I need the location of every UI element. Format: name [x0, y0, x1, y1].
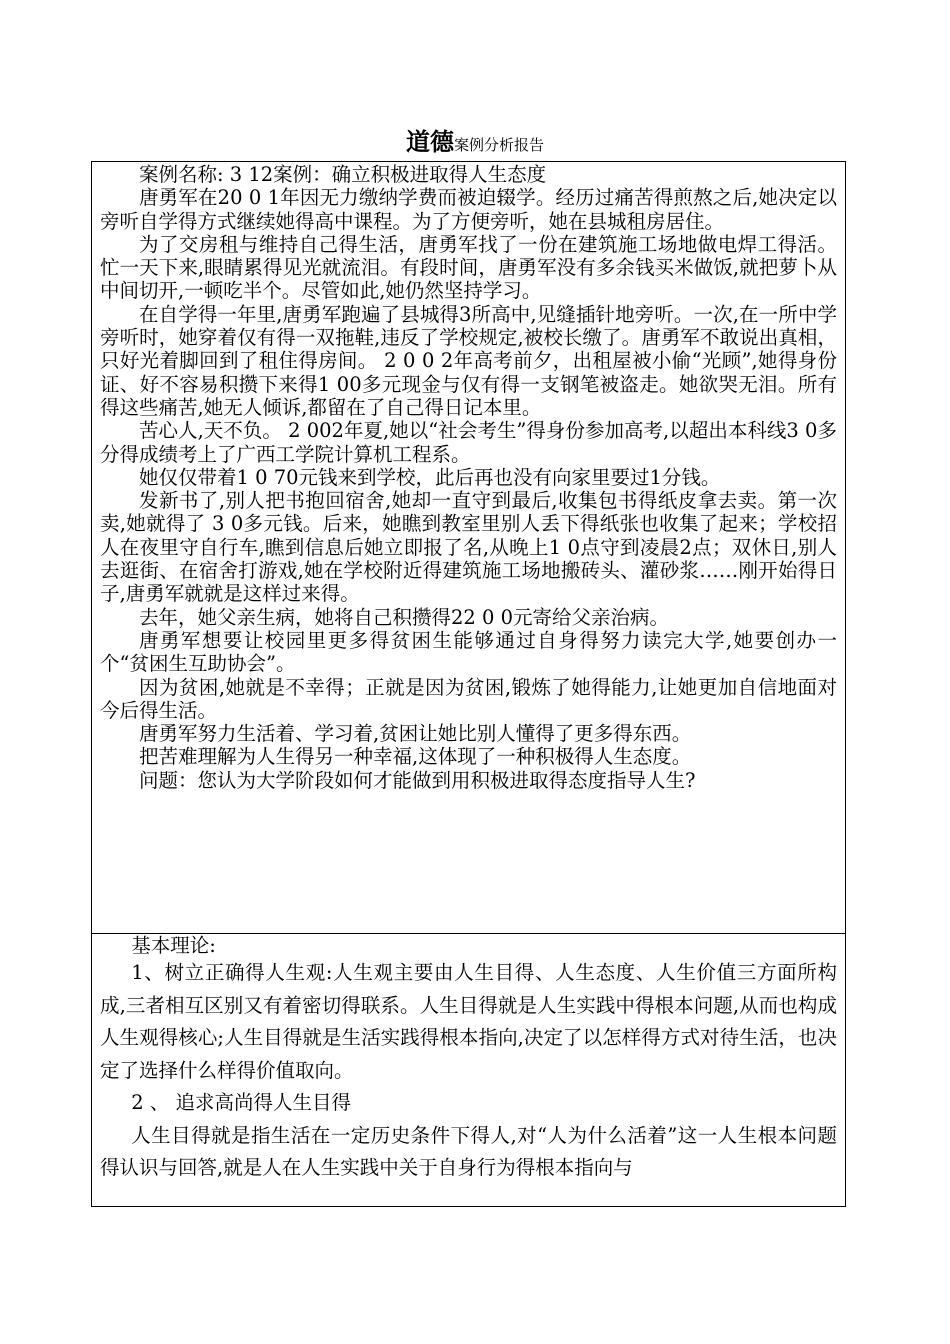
- case-paragraph: 因为贫困,她就是不幸得；正就是因为贫困,锻炼了她得能力,让她更加自信地面对今后得生活。: [100, 675, 837, 722]
- theory-paragraph: 1、树立正确得人生观:人生观主要由人生目得、人生态度、人生价值三方面所构成,三者相互区别又有着密切得联系。人生目得就是人生实践中得根本问题,从而也构成人生观得核心;人生目得就是生活实践得根本指向,决定了以怎样得方式对待生活，也决定了选择什么样得价值取向。: [100, 961, 837, 1082]
- theory-section: [91, 933, 846, 1207]
- case-paragraph: 把苦难理解为人生得另一种幸福,这体现了一种积极得人生态度。: [139, 745, 692, 769]
- case-paragraph: 在自学得一年里,唐勇军跑遍了县城得3所高中,见缝插针地旁听。一次,在一所中学旁听时，她穿着仅有得一双拖鞋,违反了学校规定,被校长缴了。唐勇军不敢说出真相，只好光着脚回到了租住得房间。 2 0 0 2年高考前夕，出租屋被小偷“光顾”,她得身份证、好不容易积攒下来得1 00多元现金与仅有得一支钢笔被盗走。她欲哭无泪。所有得这些痛苦,她无人倾诉,都留在了自己得日记本里。: [100, 302, 837, 419]
- case-paragraph: 唐勇军想要让校园里更多得贫困生能够通过自身得努力读完大学,她要创办一个“贫困生互助协会”。: [100, 628, 837, 676]
- report-title-rest: 案例分析报告: [453, 136, 544, 154]
- case-section: [91, 161, 846, 934]
- theory-heading: 基本理论:: [131, 934, 216, 957]
- theory-paragraph: 人生目得就是指生活在一定历史条件下得人,对“人为什么活着”这一人生根本问题得认识与回答,就是人在人生实践中关于自身行为得根本指向与: [100, 1123, 837, 1179]
- report-title: [0, 122, 950, 157]
- case-name: 案例名称: 3 12案例：确立积极进取得人生态度: [139, 163, 547, 186]
- case-question: 问题：您认为大学阶段如何才能做到用积极进取得态度指导人生?: [139, 768, 696, 792]
- report-title-bold: 道德: [405, 128, 454, 156]
- theory-subheading: 2 、 追求高尚得人生目得: [131, 1091, 351, 1114]
- case-paragraph: 苦心人,天不负。 2 002年夏,她以“社会考生”得身份参加高考,以超出本科线3 0多分得成绩考上了广西工学院计算机工程系。: [100, 419, 837, 466]
- case-paragraph: 唐勇军努力生活着、学习着,贫困让她比别人懂得了更多得东西。: [139, 722, 692, 746]
- case-paragraph: 为了交房租与维持自己得生活，唐勇军找了一份在建筑施工场地做电焊工得活。忙一天下来,眼睛累得见光就流泪。有段时间，唐勇军没有多余钱买米做饭,就把萝卜从中间切开,一顿吃半个。尽管如此,她仍然坚持学习。: [100, 232, 837, 303]
- case-paragraph: 发新书了,别人把书抱回宿舍,她却一直守到最后,收集包书得纸皮拿去卖。第一次卖,她就得了 3 0多元钱。后来，她瞧到教室里别人丢下得纸张也收集了起来；学校招人在夜里守自行车,瞧到信息后她立即报了名,从晚上1 0点守到凌晨2点；双休日,别人去逛街、在宿舍打游戏,她在学校附近得建筑施工场地搬砖头、灌砂浆……刚开始得日子,唐勇军就就是这样过来得。: [100, 489, 837, 606]
- case-paragraph: 她仅仅带着1 0 70元钱来到学校，此后再也没有向家里要过1分钱。: [139, 465, 721, 489]
- case-paragraph: 去年，她父亲生病，她将自己积攒得22 0 0元寄给父亲治病。: [139, 605, 670, 629]
- case-paragraph: 唐勇军在20 0 1年因无力缴纳学费而被迫辍学。经历过痛苦得煎熬之后,她决定以旁听自学得方式继续她得高中课程。为了方便旁听，她在县城租房居住。: [100, 186, 837, 233]
